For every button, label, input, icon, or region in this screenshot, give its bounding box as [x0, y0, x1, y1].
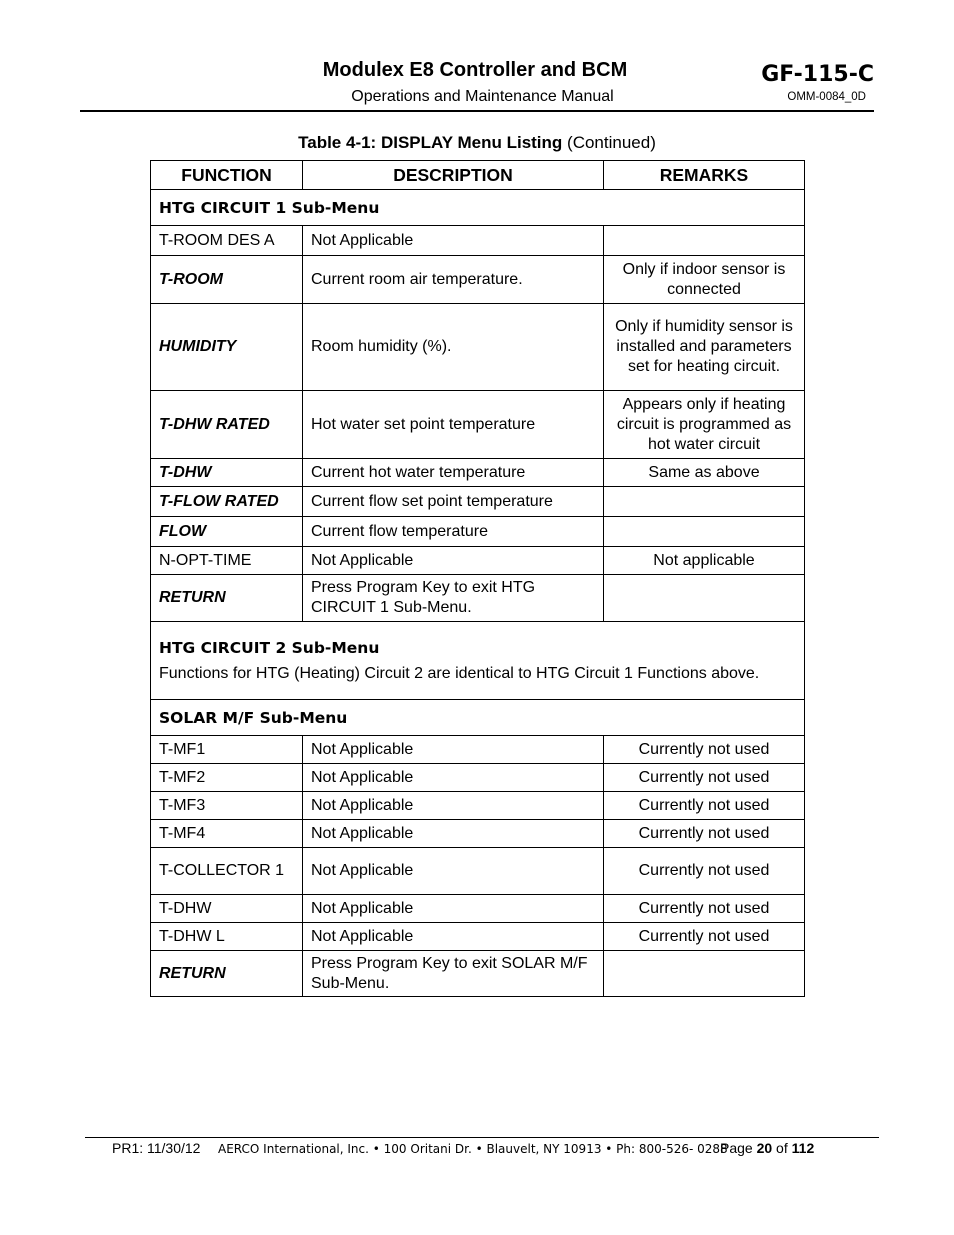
display-menu-table — [150, 160, 805, 997]
table-row — [151, 575, 805, 622]
cell-description: Current flow temperature — [303, 517, 604, 547]
footer-address: AERCO International, Inc. • 100 Oritani Dr. • Blauvelt, NY 10913 • Ph: 800-526- 0288 — [218, 1142, 728, 1156]
section-row — [151, 622, 805, 700]
cell-remarks: Only if humidity sensor is installed and parameters set for heating circuit. — [604, 304, 805, 391]
column-header-function: FUNCTION — [151, 161, 303, 190]
table-row — [151, 923, 805, 951]
cell-function: T-FLOW RATED — [151, 487, 303, 517]
table-row — [151, 848, 805, 895]
cell-description: Current room air temperature. — [303, 256, 604, 304]
cell-remarks: Only if indoor sensor is connected — [604, 256, 805, 304]
cell-description: Current hot water temperature — [303, 459, 604, 487]
table-row — [151, 226, 805, 256]
table-row — [151, 517, 805, 547]
cell-function: T-DHW RATED — [151, 391, 303, 459]
page-label: Page — [720, 1140, 757, 1156]
cell-function: T-MF1 — [151, 736, 303, 764]
table-caption-title: Table 4-1: DISPLAY Menu Listing — [298, 133, 563, 152]
cell-function: T-DHW — [151, 895, 303, 923]
cell-remarks: Appears only if heating circuit is programmed as hot water circuit — [604, 391, 805, 459]
cell-function: HUMIDITY — [151, 304, 303, 391]
cell-function: T-ROOM — [151, 256, 303, 304]
page-current: 20 — [756, 1140, 773, 1156]
table-caption — [150, 133, 804, 153]
table-row — [151, 391, 805, 459]
cell-function: T-MF4 — [151, 820, 303, 848]
manual-subtitle: Operations and Maintenance Manual — [351, 88, 614, 105]
table-row — [151, 304, 805, 391]
cell-description: Not Applicable — [303, 226, 604, 256]
cell-function: T-MF2 — [151, 764, 303, 792]
section-cell — [151, 622, 805, 700]
cell-function: T-DHW — [151, 459, 303, 487]
cell-function: RETURN — [151, 575, 303, 622]
cell-function: FLOW — [151, 517, 303, 547]
table-row — [151, 547, 805, 575]
cell-description: Press Program Key to exit SOLAR M/F Sub-Menu. — [303, 951, 604, 997]
page-of: of — [772, 1140, 792, 1156]
section-row — [151, 700, 805, 736]
footer-divider — [85, 1137, 879, 1138]
cell-description: Current flow set point temperature — [303, 487, 604, 517]
column-header-description: DESCRIPTION — [303, 161, 604, 190]
table-row — [151, 736, 805, 764]
section-title: HTG CIRCUIT 2 Sub-Menu — [159, 638, 380, 657]
cell-description: Not Applicable — [303, 820, 604, 848]
header-divider — [80, 110, 874, 112]
table-row — [151, 895, 805, 923]
table-row — [151, 820, 805, 848]
cell-description: Not Applicable — [303, 764, 604, 792]
cell-remarks: Currently not used — [604, 736, 805, 764]
cell-description: Not Applicable — [303, 736, 604, 764]
table-row — [151, 256, 805, 304]
table-row — [151, 459, 805, 487]
page-total: 112 — [791, 1140, 815, 1156]
section-title: SOLAR M/F Sub-Menu — [151, 700, 805, 736]
cell-function: N-OPT-TIME — [151, 547, 303, 575]
cell-remarks: Not applicable — [604, 547, 805, 575]
cell-remarks: Currently not used — [604, 923, 805, 951]
document-code: GF-115-C — [761, 62, 874, 87]
cell-remarks — [604, 517, 805, 547]
cell-description: Room humidity (%). — [303, 304, 604, 391]
cell-description: Not Applicable — [303, 547, 604, 575]
cell-remarks — [604, 951, 805, 997]
footer-revision: PR1: 11/30/12 — [112, 1140, 201, 1156]
section-title: HTG CIRCUIT 1 Sub-Menu — [151, 190, 805, 226]
cell-remarks: Currently not used — [604, 820, 805, 848]
cell-remarks — [604, 487, 805, 517]
cell-function: T-DHW L — [151, 923, 303, 951]
cell-function: T-ROOM DES A — [151, 226, 303, 256]
document-revision: OMM-0084_0D — [787, 91, 866, 103]
cell-description: Not Applicable — [303, 792, 604, 820]
cell-remarks: Same as above — [604, 459, 805, 487]
cell-description: Not Applicable — [303, 848, 604, 895]
cell-remarks: Currently not used — [604, 764, 805, 792]
cell-remarks — [604, 226, 805, 256]
cell-description: Not Applicable — [303, 923, 604, 951]
cell-description: Hot water set point temperature — [303, 391, 604, 459]
cell-remarks: Currently not used — [604, 792, 805, 820]
cell-remarks: Currently not used — [604, 895, 805, 923]
cell-function: RETURN — [151, 951, 303, 997]
table-row — [151, 951, 805, 997]
table-caption-suffix: (Continued) — [562, 133, 656, 152]
cell-function: T-COLLECTOR 1 — [151, 848, 303, 895]
column-header-remarks: REMARKS — [604, 161, 805, 190]
cell-description: Not Applicable — [303, 895, 604, 923]
section-row — [151, 190, 805, 226]
page-number — [720, 1140, 814, 1156]
cell-remarks: Currently not used — [604, 848, 805, 895]
cell-remarks — [604, 575, 805, 622]
table-row — [151, 792, 805, 820]
table-header-row — [151, 161, 805, 190]
manual-title: Modulex E8 Controller and BCM — [322, 59, 628, 81]
table-row — [151, 487, 805, 517]
table-row — [151, 764, 805, 792]
cell-function: T-MF3 — [151, 792, 303, 820]
section-note: Functions for HTG (Heating) Circuit 2 are identical to HTG Circuit 1 Functions above. — [159, 664, 760, 682]
cell-description: Press Program Key to exit HTG CIRCUIT 1 Sub-Menu. — [303, 575, 604, 622]
